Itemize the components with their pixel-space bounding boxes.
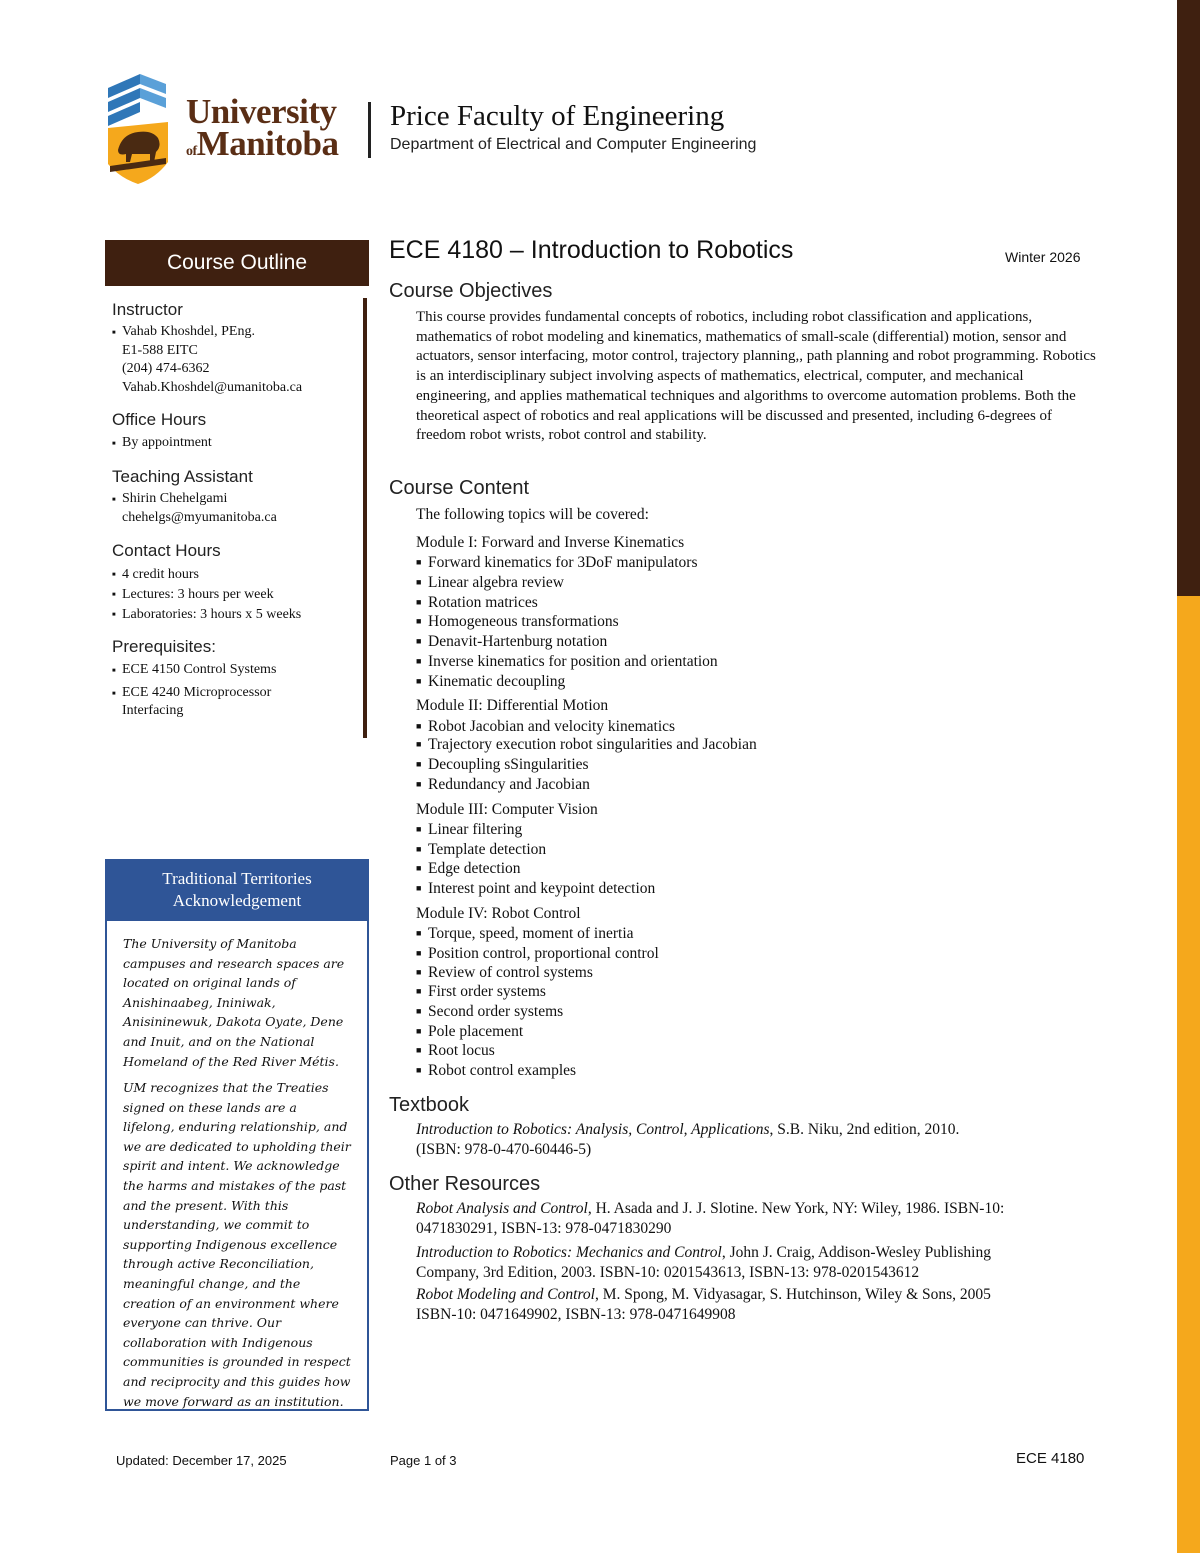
- topic-text: Edge detection: [428, 860, 521, 877]
- acknowledgement-para-1: The University of Manitoba campuses and research spaces are located on original lands of Anishinaabeg, Ininiwak, Anisininewuk, Dakota Oyate, Dene and Inuit, and on the National Homeland of the Red River Métis.: [123, 936, 345, 1069]
- topic-text: Linear filtering: [428, 821, 523, 838]
- bullet-icon: ■: [416, 863, 422, 873]
- topic-item: [416, 1023, 523, 1041]
- topic-item: [416, 860, 521, 878]
- sidebar-rule: [363, 298, 367, 738]
- topic-item: [416, 594, 538, 612]
- topic-item: [416, 1042, 495, 1060]
- topic-text: Second order systems: [428, 1003, 564, 1020]
- topic-text: Rotation matrices: [428, 594, 538, 611]
- resource-details: , M. Spong, M. Vidyasagar, S. Hutchinson, Wiley & Sons, 2005: [594, 1286, 991, 1303]
- footer-page-number: Page 1 of 3: [390, 1453, 457, 1468]
- bullet-icon: ■: [416, 656, 422, 666]
- edge-bar-gold: [1177, 596, 1200, 1553]
- topic-item: [416, 964, 593, 982]
- module-title: Module II: Differential Motion: [416, 697, 609, 714]
- department-name: Department of Electrical and Computer Engineering: [390, 136, 757, 153]
- topic-item: [416, 554, 697, 572]
- textbook-details: , S.B. Niku, 2nd edition, 2010.: [769, 1121, 960, 1138]
- acknowledgement-title-line2: Acknowledgement: [172, 891, 302, 910]
- bullet-icon: ■: [416, 986, 422, 996]
- topic-text: Review of control systems: [428, 964, 593, 981]
- resource-entry-cont: 0471830291, ISBN-13: 978-0471830290: [416, 1220, 672, 1237]
- topic-text: Kinematic decoupling: [428, 673, 566, 690]
- prerequisites-list: [112, 661, 352, 721]
- topic-item: [416, 756, 589, 774]
- topic-text: Pole placement: [428, 1023, 524, 1040]
- resource-entry-cont: ISBN-10: 0471649902, ISBN-13: 978-0471649908: [416, 1306, 736, 1323]
- course-title: ECE 4180 – Introduction to Robotics: [389, 236, 794, 264]
- contact-hours-item: ■ Lectures: 3 hours per week: [112, 585, 352, 605]
- footer-course-code: ECE 4180: [1016, 1450, 1085, 1467]
- instructor-email[interactable]: Vahab.Khoshdel@umanitoba.ca: [122, 379, 303, 395]
- objectives-heading: Course Objectives: [389, 280, 553, 302]
- resource-entry: [416, 1200, 1004, 1218]
- topic-text: Robot control examples: [428, 1062, 577, 1079]
- instructor-list: [112, 323, 352, 397]
- topic-item: [416, 633, 607, 651]
- bullet-icon: ■: [416, 1065, 422, 1075]
- resource-entry: [416, 1244, 991, 1262]
- topic-item: [416, 1062, 576, 1080]
- bullet-icon: ■: [416, 597, 422, 607]
- topic-text: Robot Jacobian and velocity kinematics: [428, 718, 676, 735]
- edge-bar-brown: [1177, 0, 1200, 596]
- topic-text: Decoupling sSingularities: [428, 756, 589, 773]
- topic-text: Root locus: [428, 1042, 495, 1059]
- resource-details: , H. Asada and J. J. Slotine. New York, NY: Wiley, 1986. ISBN-10:: [587, 1200, 1005, 1217]
- acknowledgement-header: [105, 859, 369, 921]
- bullet-icon: ■: [416, 557, 422, 567]
- office-hours-heading: Office Hours: [112, 410, 207, 429]
- topic-item: [416, 673, 565, 691]
- resource-entry-cont: Company, 3rd Edition, 2003. ISBN-10: 0201543613, ISBN-13: 978-0201543612: [416, 1264, 920, 1281]
- resource-title: Introduction to Robotics: Mechanics and Control: [416, 1244, 722, 1261]
- bullet-icon: ■: [416, 616, 422, 626]
- bullet-icon: ■: [416, 824, 422, 834]
- module-title: Module III: Computer Vision: [416, 801, 598, 818]
- contact-hours-list: [112, 565, 352, 625]
- topic-text: Forward kinematics for 3DoF manipulators: [428, 554, 698, 571]
- bullet-icon: ■: [416, 1006, 422, 1016]
- bullet-icon: ■: [416, 676, 422, 686]
- resource-title: Robot Analysis and Control: [416, 1200, 588, 1217]
- topic-item: [416, 821, 522, 839]
- bullet-icon: ■: [416, 948, 422, 958]
- instructor-office: E1-588 EITC: [122, 342, 198, 358]
- wordmark-line2: [186, 124, 339, 168]
- acknowledgement-para-2: UM recognizes that the Treaties signed on these lands are a lifelong, enduring relationship, and we are dedicated to upholding their spirit and intent. We acknowledge the harms and mistakes of the past and the present. With this understanding, we commit to supporting Indigenous excellence through active Reconciliation, meaningful change, and the creation of an environment where everyone can thrive. Our collaboration with Indigenous communities is grounded in respect and reciprocity and this guides how we move forward as an institution.: [123, 1080, 351, 1409]
- topic-item: [416, 613, 619, 631]
- bullet-icon: ■: [416, 759, 422, 769]
- topic-text: Interest point and keypoint detection: [428, 880, 656, 897]
- wordmark-line1: University: [186, 92, 337, 131]
- wordmark-of: of: [186, 144, 197, 159]
- header-divider: [368, 102, 371, 158]
- resource-entry: [416, 1286, 991, 1304]
- resources-heading: Other Resources: [389, 1173, 541, 1195]
- objectives-text: This course provides fundamental concepts of robotics, including robot classification and applications, mathematics of robot modeling and kinematics, mathematics of small-scale (differential) motion, sensor and actuators, sensor interfacing, motor control, trajectory planning,, path planning and robot programming. Robotics is an interdisciplinary subject involving aspects of mathematics, electrical, computer, and mechanical engineering, and applies mathematical techniques and algorithms to overcome automation problems. Both the theoretical aspect of robotics and real applications will be discussed and presented, including 6-degrees of freedom robot wrists, robot control and stability.: [416, 309, 1096, 444]
- topic-item: [416, 925, 634, 943]
- topic-item: [416, 736, 757, 754]
- content-heading: Course Content: [389, 477, 530, 499]
- bullet-icon: ■: [416, 577, 422, 587]
- topic-text: Torque, speed, moment of inertia: [428, 925, 634, 942]
- ta-name: ■ Shirin Chehelgami: [112, 490, 352, 509]
- textbook-isbn: (ISBN: 978-0-470-60446-5): [416, 1141, 592, 1158]
- bullet-icon: ■: [416, 721, 422, 731]
- topic-item: [416, 945, 659, 963]
- topic-text: Redundancy and Jacobian: [428, 776, 590, 793]
- resource-title: Robot Modeling and Control: [416, 1286, 595, 1303]
- bullet-icon: ■: [416, 1045, 422, 1055]
- instructor-phone: (204) 474-6362: [122, 361, 210, 376]
- bullet-icon: ■: [416, 844, 422, 854]
- prerequisites-heading: Prerequisites:: [112, 637, 216, 656]
- module-title: Module IV: Robot Control: [416, 905, 581, 922]
- contact-hours-item: ■ 4 credit hours: [112, 565, 352, 585]
- instructor-heading: Instructor: [112, 300, 183, 319]
- topic-text: First order systems: [428, 983, 546, 1000]
- topic-text: Position control, proportional control: [428, 945, 659, 962]
- topic-text: Homogeneous transformations: [428, 613, 619, 630]
- office-hours-value: ■ By appointment: [112, 434, 352, 453]
- acknowledgement-title-line1: Traditional Territories: [162, 869, 312, 888]
- topic-item: [416, 776, 590, 794]
- resource-details: , John J. Craig, Addison-Wesley Publishing: [721, 1244, 991, 1261]
- university-wordmark: [186, 92, 339, 168]
- textbook-title: Introduction to Robotics: Analysis, Control, Applications: [416, 1121, 770, 1138]
- prerequisite-item: ■ ECE 4150 Control Systems: [112, 661, 352, 680]
- topic-item: [416, 1003, 563, 1021]
- textbook-heading: Textbook: [389, 1094, 470, 1116]
- topic-item: [416, 983, 546, 1001]
- content-intro: The following topics will be covered:: [416, 506, 649, 523]
- bullet-icon: ■: [416, 779, 422, 789]
- textbook-entry: [416, 1121, 959, 1139]
- wordmark-manitoba: Manitoba: [196, 124, 339, 163]
- topic-text: Trajectory execution robot singularities and Jacobian: [428, 736, 757, 753]
- prerequisite-item: ■ ECE 4240 Microprocessor: [112, 684, 352, 703]
- topic-text: Inverse kinematics for position and orientation: [428, 653, 718, 670]
- footer-updated: Updated: December 17, 2025: [116, 1453, 287, 1468]
- topic-item: [416, 653, 718, 671]
- topic-item: [416, 574, 564, 592]
- instructor-name: ■ Vahab Khoshdel, PEng.: [112, 323, 352, 342]
- bullet-icon: ■: [416, 928, 422, 938]
- contact-hours-item: ■ Laboratories: 3 hours x 5 weeks: [112, 605, 352, 625]
- topic-text: Denavit-Hartenburg notation: [428, 633, 608, 650]
- module-title: Module I: Forward and Inverse Kinematics: [416, 534, 685, 551]
- faculty-name: Price Faculty of Engineering: [390, 100, 725, 132]
- ta-email[interactable]: chehelgs@myumanitoba.ca: [122, 509, 277, 525]
- topic-item: [416, 880, 655, 898]
- topic-text: Linear algebra review: [428, 574, 564, 591]
- course-outline-label: Course Outline: [105, 240, 369, 286]
- bullet-icon: ■: [416, 967, 422, 977]
- topic-item: [416, 841, 546, 859]
- topic-item: [416, 718, 675, 736]
- bullet-icon: ■: [416, 1026, 422, 1036]
- ta-list: [112, 490, 352, 527]
- topic-text: Template detection: [428, 841, 547, 858]
- ta-heading: Teaching Assistant: [112, 467, 253, 486]
- bullet-icon: ■: [416, 739, 422, 749]
- office-hours-list: [112, 434, 352, 453]
- bullet-icon: ■: [416, 636, 422, 646]
- contact-hours-heading: Contact Hours: [112, 541, 221, 560]
- prerequisite-item-cont: Interfacing: [122, 703, 184, 718]
- bullet-icon: ■: [416, 883, 422, 893]
- course-term: Winter 2026: [1005, 249, 1081, 265]
